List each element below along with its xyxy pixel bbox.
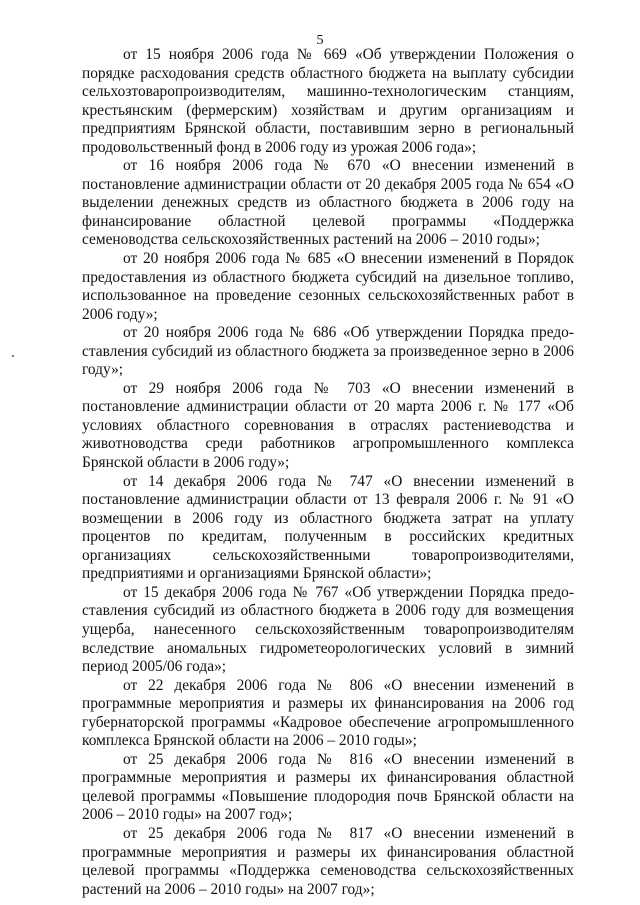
paragraph-10: от 25 декабря 2006 года № 817 «О внесении изменений в программные мероприятия и размеры их финансирования областной целевой программы «Поддержка семеноводства сельскохозяйственных растений на 2006 – 2010 годы» на 2007 год»; (82, 824, 574, 898)
paragraph-6: от 14 декабря 2006 года № 747 «О внесении изменений в постановление администрации области от 13 февраля 2006 г. № 91 «О возмещении в 2006 году из областного бюджета затрат на уплату процентов по кредитам, полученным в российских кредитных организациях сельскохозяйственными товаропроизводителями, предприятиями и организациями Брянской области»; (82, 472, 574, 583)
page-number: 5 (316, 33, 324, 48)
paragraph-5: от 29 ноября 2006 года № 703 «О внесении изменений в постановление администрации области от 20 марта 2006 г. № 177 «Об условиях областного соревнования в отраслях растениеводства и животноводства среди работников агропромышленного комплекса Брянской области в 2006 году»; (82, 379, 574, 472)
document-body (82, 46, 574, 899)
paragraph-3: от 20 ноября 2006 года № 685 «О внесении изменений в Порядок предоставления из областного бюджета субсидий на дизельное топливо, использованное на проведение сезонных сельскохозяйственных работ в 2006 году»; (82, 250, 574, 323)
paragraph-4: от 20 ноября 2006 года № 686 «Об утверждении Порядка предоставления субсидий из областного бюджета за произведенное зерно в 2006 году»; (82, 324, 574, 379)
paragraph-9: от 25 декабря 2006 года № 816 «О внесении изменений в программные мероприятия и размеры их финансирования областной целевой программы «Повышение плодородия почв Брянской области на 2006 – 2010 годы» на 2007 год»; (82, 750, 574, 824)
paragraph-2: от 16 ноября 2006 года № 670 «О внесении изменений в постановление администрации области от 20 декабря 2005 года № 654 «О выделении денежных средств из областного бюджета в 2006 году на финансирование областной целевой программы «Поддержка семеноводства сельскохозяйственных растений на 2006 – 2010 годы»; (82, 157, 574, 249)
paragraph-1: от 15 ноября 2006 года № 669 «Об утверждении Положения о порядке расходования средств областного бюджета на выплату субсидии сельхозтоваропроизводителям, машинно-технологическим станциям, крестьянским (фермерским) хозяйствам и другим организациям и предприятиям Брянской области, поставившим зерно в региональный продовольственный фонд в 2006 году из урожая 2006 года»; (82, 46, 574, 156)
paragraph-8: от 22 декабря 2006 года № 806 «О внесении изменений в программные мероприятия и размеры их финансирования на 2006 год губернаторской программы «Кадровое обеспечение агропромышленного комплекса Брянской области на 2006 – 2010 годы»; (82, 676, 574, 750)
scan-dot (12, 355, 14, 357)
paragraph-7: от 15 декабря 2006 года № 767 «Об утверждении Порядка предоставления субсидий из областного бюджета в 2006 году для возмещения ущерба, нанесенного сельскохозяйственным товаропроизводителям вследствие аномальных гидрометеорологических условий в зимний период 2005/06 года»; (82, 583, 574, 676)
